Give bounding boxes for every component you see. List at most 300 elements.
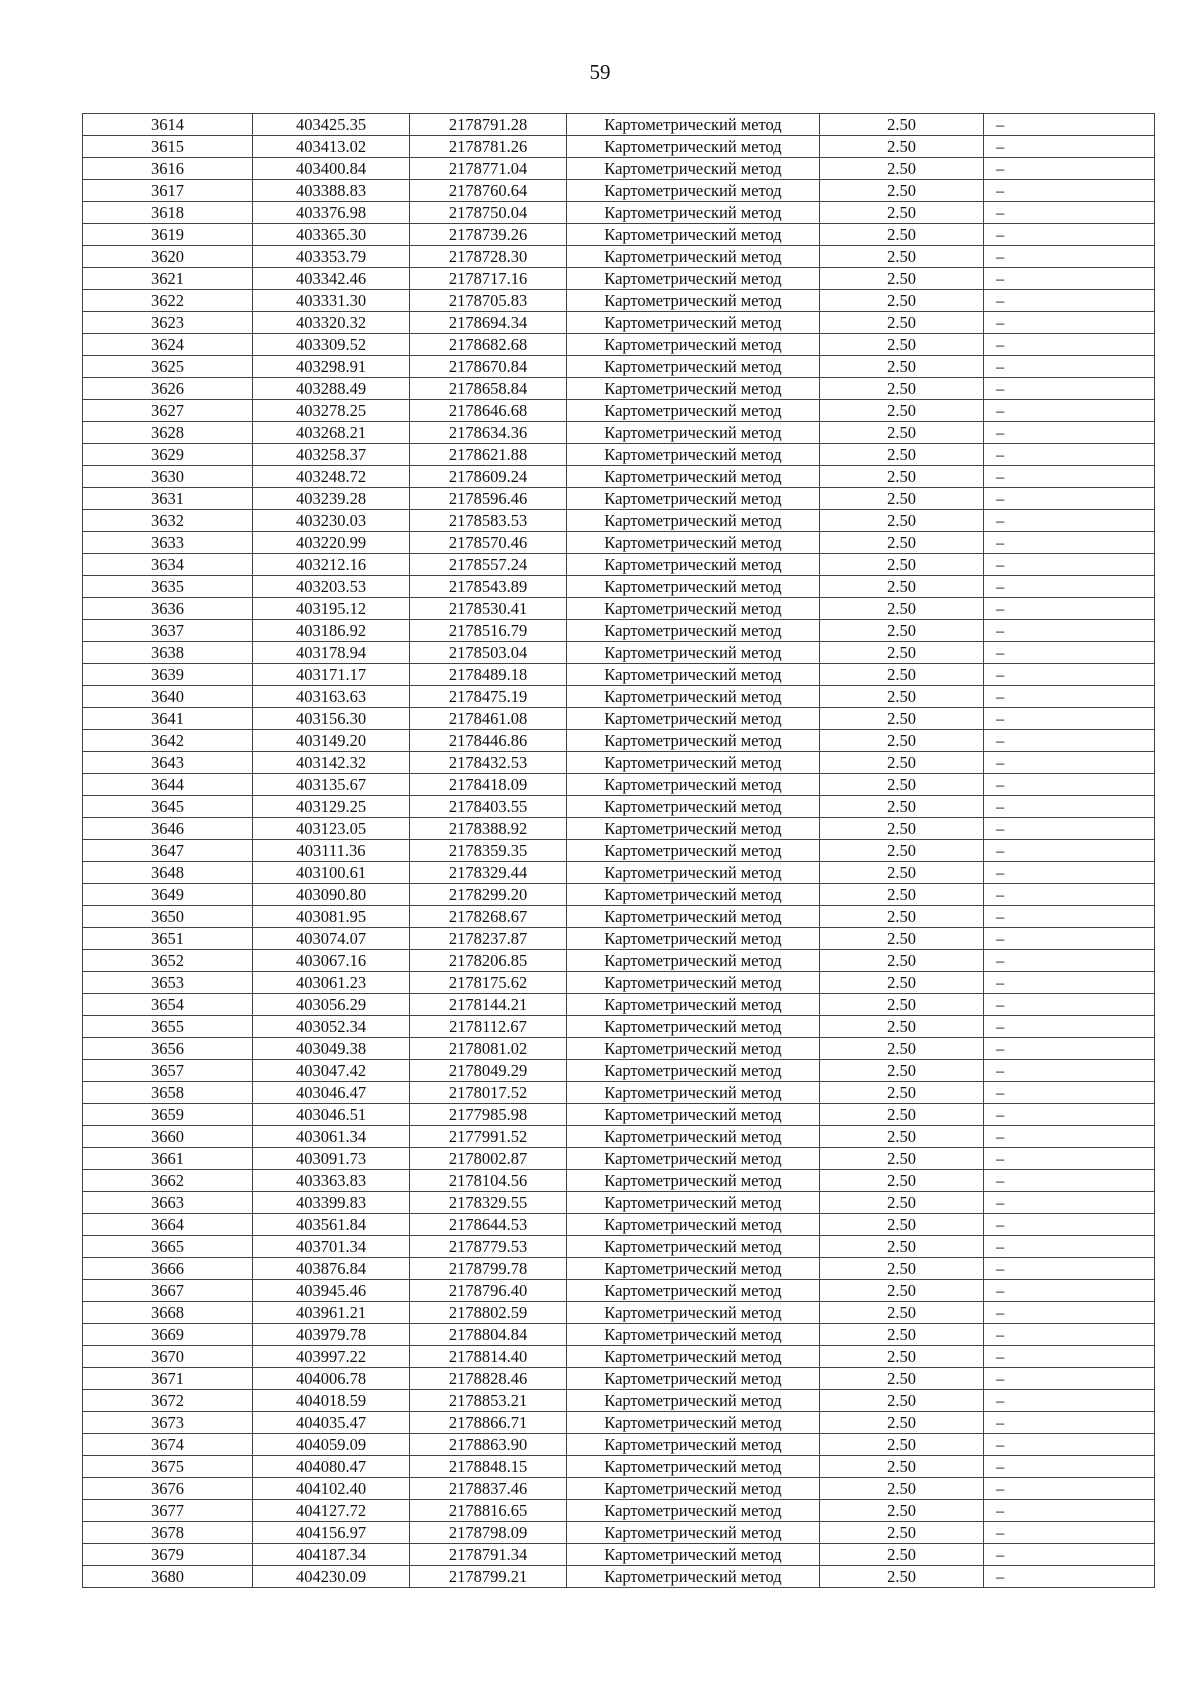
point-number-cell: 3619 — [83, 224, 253, 246]
table-row — [83, 1346, 1155, 1368]
x-coordinate-cell: 403278.25 — [253, 400, 410, 422]
y-coordinate-cell: 2178461.08 — [410, 708, 567, 730]
table-row — [83, 576, 1155, 598]
method-cell: Картометрический метод — [567, 554, 820, 576]
table-row — [83, 334, 1155, 356]
note-cell: – — [984, 510, 1155, 532]
table-row — [83, 1170, 1155, 1192]
point-number-cell: 3652 — [83, 950, 253, 972]
point-number-cell: 3670 — [83, 1346, 253, 1368]
table-row — [83, 466, 1155, 488]
method-cell: Картометрический метод — [567, 686, 820, 708]
note-cell: – — [984, 906, 1155, 928]
y-coordinate-cell: 2178388.92 — [410, 818, 567, 840]
table-row — [83, 510, 1155, 532]
error-cell: 2.50 — [820, 1434, 984, 1456]
point-number-cell: 3680 — [83, 1566, 253, 1588]
table-row — [83, 1104, 1155, 1126]
method-cell: Картометрический метод — [567, 158, 820, 180]
method-cell: Картометрический метод — [567, 1148, 820, 1170]
point-number-cell: 3622 — [83, 290, 253, 312]
error-cell: 2.50 — [820, 1192, 984, 1214]
point-number-cell: 3618 — [83, 202, 253, 224]
x-coordinate-cell: 403091.73 — [253, 1148, 410, 1170]
error-cell: 2.50 — [820, 1016, 984, 1038]
table-row — [83, 1324, 1155, 1346]
note-cell: – — [984, 774, 1155, 796]
note-cell: – — [984, 378, 1155, 400]
table-row — [83, 1236, 1155, 1258]
y-coordinate-cell: 2178489.18 — [410, 664, 567, 686]
y-coordinate-cell: 2178516.79 — [410, 620, 567, 642]
table-row — [83, 906, 1155, 928]
point-number-cell: 3648 — [83, 862, 253, 884]
method-cell: Картометрический метод — [567, 730, 820, 752]
table-row — [83, 840, 1155, 862]
x-coordinate-cell: 403353.79 — [253, 246, 410, 268]
y-coordinate-cell: 2178760.64 — [410, 180, 567, 202]
y-coordinate-cell: 2178771.04 — [410, 158, 567, 180]
note-cell: – — [984, 752, 1155, 774]
point-number-cell: 3615 — [83, 136, 253, 158]
table-row — [83, 1258, 1155, 1280]
point-number-cell: 3677 — [83, 1500, 253, 1522]
table-row — [83, 708, 1155, 730]
note-cell: – — [984, 576, 1155, 598]
table-row — [83, 114, 1155, 136]
note-cell: – — [984, 994, 1155, 1016]
table-row — [83, 1038, 1155, 1060]
point-number-cell: 3659 — [83, 1104, 253, 1126]
method-cell: Картометрический метод — [567, 114, 820, 136]
table-row — [83, 1566, 1155, 1588]
point-number-cell: 3665 — [83, 1236, 253, 1258]
table-row — [83, 180, 1155, 202]
method-cell: Картометрический метод — [567, 1412, 820, 1434]
note-cell: – — [984, 1368, 1155, 1390]
method-cell: Картометрический метод — [567, 620, 820, 642]
method-cell: Картометрический метод — [567, 752, 820, 774]
point-number-cell: 3664 — [83, 1214, 253, 1236]
x-coordinate-cell: 403945.46 — [253, 1280, 410, 1302]
point-number-cell: 3621 — [83, 268, 253, 290]
note-cell: – — [984, 1280, 1155, 1302]
table-row — [83, 1214, 1155, 1236]
y-coordinate-cell: 2178609.24 — [410, 466, 567, 488]
x-coordinate-cell: 404006.78 — [253, 1368, 410, 1390]
y-coordinate-cell: 2178329.55 — [410, 1192, 567, 1214]
x-coordinate-cell: 403090.80 — [253, 884, 410, 906]
note-cell: – — [984, 1148, 1155, 1170]
point-number-cell: 3644 — [83, 774, 253, 796]
method-cell: Картометрический метод — [567, 444, 820, 466]
point-number-cell: 3646 — [83, 818, 253, 840]
y-coordinate-cell: 2178557.24 — [410, 554, 567, 576]
x-coordinate-cell: 403399.83 — [253, 1192, 410, 1214]
coordinates-table — [82, 113, 1155, 1588]
point-number-cell: 3657 — [83, 1060, 253, 1082]
point-number-cell: 3630 — [83, 466, 253, 488]
method-cell: Картометрический метод — [567, 862, 820, 884]
error-cell: 2.50 — [820, 642, 984, 664]
point-number-cell: 3623 — [83, 312, 253, 334]
note-cell: – — [984, 928, 1155, 950]
error-cell: 2.50 — [820, 708, 984, 730]
method-cell: Картометрический метод — [567, 136, 820, 158]
note-cell: – — [984, 620, 1155, 642]
error-cell: 2.50 — [820, 906, 984, 928]
error-cell: 2.50 — [820, 796, 984, 818]
error-cell: 2.50 — [820, 290, 984, 312]
method-cell: Картометрический метод — [567, 1500, 820, 1522]
note-cell: – — [984, 884, 1155, 906]
point-number-cell: 3626 — [83, 378, 253, 400]
x-coordinate-cell: 403178.94 — [253, 642, 410, 664]
y-coordinate-cell: 2178359.35 — [410, 840, 567, 862]
note-cell: – — [984, 1236, 1155, 1258]
y-coordinate-cell: 2178739.26 — [410, 224, 567, 246]
error-cell: 2.50 — [820, 1544, 984, 1566]
method-cell: Картометрический метод — [567, 928, 820, 950]
y-coordinate-cell: 2178791.34 — [410, 1544, 567, 1566]
x-coordinate-cell: 403320.32 — [253, 312, 410, 334]
point-number-cell: 3662 — [83, 1170, 253, 1192]
table-row — [83, 884, 1155, 906]
table-row — [83, 1368, 1155, 1390]
note-cell: – — [984, 554, 1155, 576]
point-number-cell: 3627 — [83, 400, 253, 422]
x-coordinate-cell: 403056.29 — [253, 994, 410, 1016]
method-cell: Картометрический метод — [567, 642, 820, 664]
error-cell: 2.50 — [820, 1500, 984, 1522]
method-cell: Картометрический метод — [567, 906, 820, 928]
table-row — [83, 532, 1155, 554]
note-cell: – — [984, 1500, 1155, 1522]
point-number-cell: 3658 — [83, 1082, 253, 1104]
x-coordinate-cell: 403046.47 — [253, 1082, 410, 1104]
y-coordinate-cell: 2178798.09 — [410, 1522, 567, 1544]
note-cell: – — [984, 642, 1155, 664]
error-cell: 2.50 — [820, 466, 984, 488]
error-cell: 2.50 — [820, 972, 984, 994]
error-cell: 2.50 — [820, 1104, 984, 1126]
x-coordinate-cell: 404035.47 — [253, 1412, 410, 1434]
point-number-cell: 3655 — [83, 1016, 253, 1038]
x-coordinate-cell: 403258.37 — [253, 444, 410, 466]
y-coordinate-cell: 2178796.40 — [410, 1280, 567, 1302]
table-row — [83, 422, 1155, 444]
method-cell: Картометрический метод — [567, 1368, 820, 1390]
method-cell: Картометрический метод — [567, 1434, 820, 1456]
y-coordinate-cell: 2178329.44 — [410, 862, 567, 884]
y-coordinate-cell: 2178596.46 — [410, 488, 567, 510]
y-coordinate-cell: 2178206.85 — [410, 950, 567, 972]
y-coordinate-cell: 2178299.20 — [410, 884, 567, 906]
x-coordinate-cell: 403342.46 — [253, 268, 410, 290]
error-cell: 2.50 — [820, 312, 984, 334]
note-cell: – — [984, 1412, 1155, 1434]
method-cell: Картометрический метод — [567, 972, 820, 994]
error-cell: 2.50 — [820, 576, 984, 598]
method-cell: Картометрический метод — [567, 1016, 820, 1038]
x-coordinate-cell: 403961.21 — [253, 1302, 410, 1324]
y-coordinate-cell: 2178403.55 — [410, 796, 567, 818]
x-coordinate-cell: 403135.67 — [253, 774, 410, 796]
method-cell: Картометрический метод — [567, 1258, 820, 1280]
y-coordinate-cell: 2178268.67 — [410, 906, 567, 928]
x-coordinate-cell: 403365.30 — [253, 224, 410, 246]
table-row — [83, 1192, 1155, 1214]
table-row — [83, 1522, 1155, 1544]
error-cell: 2.50 — [820, 1280, 984, 1302]
table-row — [83, 1390, 1155, 1412]
note-cell: – — [984, 422, 1155, 444]
x-coordinate-cell: 404080.47 — [253, 1456, 410, 1478]
y-coordinate-cell: 2178781.26 — [410, 136, 567, 158]
x-coordinate-cell: 403376.98 — [253, 202, 410, 224]
y-coordinate-cell: 2178779.53 — [410, 1236, 567, 1258]
y-coordinate-cell: 2178658.84 — [410, 378, 567, 400]
y-coordinate-cell: 2178570.46 — [410, 532, 567, 554]
table-row — [83, 620, 1155, 642]
table-row — [83, 1126, 1155, 1148]
point-number-cell: 3660 — [83, 1126, 253, 1148]
error-cell: 2.50 — [820, 994, 984, 1016]
table-row — [83, 1302, 1155, 1324]
method-cell: Картометрический метод — [567, 1060, 820, 1082]
error-cell: 2.50 — [820, 664, 984, 686]
note-cell: – — [984, 1478, 1155, 1500]
x-coordinate-cell: 403067.16 — [253, 950, 410, 972]
point-number-cell: 3661 — [83, 1148, 253, 1170]
point-number-cell: 3614 — [83, 114, 253, 136]
y-coordinate-cell: 2178646.68 — [410, 400, 567, 422]
point-number-cell: 3675 — [83, 1456, 253, 1478]
method-cell: Картометрический метод — [567, 1192, 820, 1214]
error-cell: 2.50 — [820, 180, 984, 202]
point-number-cell: 3679 — [83, 1544, 253, 1566]
error-cell: 2.50 — [820, 1456, 984, 1478]
method-cell: Картометрический метод — [567, 576, 820, 598]
table-row — [83, 972, 1155, 994]
note-cell: – — [984, 1522, 1155, 1544]
error-cell: 2.50 — [820, 884, 984, 906]
y-coordinate-cell: 2178644.53 — [410, 1214, 567, 1236]
table-row — [83, 752, 1155, 774]
note-cell: – — [984, 488, 1155, 510]
error-cell: 2.50 — [820, 1566, 984, 1588]
table-row — [83, 1456, 1155, 1478]
table-row — [83, 246, 1155, 268]
method-cell: Картометрический метод — [567, 334, 820, 356]
x-coordinate-cell: 403156.30 — [253, 708, 410, 730]
table-row — [83, 136, 1155, 158]
table-row — [83, 224, 1155, 246]
x-coordinate-cell: 403047.42 — [253, 1060, 410, 1082]
y-coordinate-cell: 2178682.68 — [410, 334, 567, 356]
table-row — [83, 378, 1155, 400]
x-coordinate-cell: 403701.34 — [253, 1236, 410, 1258]
method-cell: Картометрический метод — [567, 290, 820, 312]
y-coordinate-cell: 2178799.78 — [410, 1258, 567, 1280]
method-cell: Картометрический метод — [567, 1214, 820, 1236]
y-coordinate-cell: 2178104.56 — [410, 1170, 567, 1192]
point-number-cell: 3617 — [83, 180, 253, 202]
error-cell: 2.50 — [820, 488, 984, 510]
error-cell: 2.50 — [820, 356, 984, 378]
x-coordinate-cell: 404018.59 — [253, 1390, 410, 1412]
point-number-cell: 3650 — [83, 906, 253, 928]
x-coordinate-cell: 403195.12 — [253, 598, 410, 620]
method-cell: Картометрический метод — [567, 884, 820, 906]
y-coordinate-cell: 2178799.21 — [410, 1566, 567, 1588]
y-coordinate-cell: 2178853.21 — [410, 1390, 567, 1412]
x-coordinate-cell: 403212.16 — [253, 554, 410, 576]
x-coordinate-cell: 403123.05 — [253, 818, 410, 840]
error-cell: 2.50 — [820, 1258, 984, 1280]
error-cell: 2.50 — [820, 774, 984, 796]
table-row — [83, 158, 1155, 180]
point-number-cell: 3629 — [83, 444, 253, 466]
note-cell: – — [984, 1016, 1155, 1038]
table-row — [83, 774, 1155, 796]
y-coordinate-cell: 2178432.53 — [410, 752, 567, 774]
point-number-cell: 3656 — [83, 1038, 253, 1060]
method-cell: Картометрический метод — [567, 1038, 820, 1060]
y-coordinate-cell: 2178791.28 — [410, 114, 567, 136]
error-cell: 2.50 — [820, 1126, 984, 1148]
method-cell: Картометрический метод — [567, 796, 820, 818]
x-coordinate-cell: 404059.09 — [253, 1434, 410, 1456]
error-cell: 2.50 — [820, 400, 984, 422]
y-coordinate-cell: 2178621.88 — [410, 444, 567, 466]
note-cell: – — [984, 1566, 1155, 1588]
point-number-cell: 3651 — [83, 928, 253, 950]
table-row — [83, 664, 1155, 686]
y-coordinate-cell: 2178863.90 — [410, 1434, 567, 1456]
error-cell: 2.50 — [820, 840, 984, 862]
note-cell: – — [984, 1544, 1155, 1566]
y-coordinate-cell: 2178017.52 — [410, 1082, 567, 1104]
error-cell: 2.50 — [820, 928, 984, 950]
method-cell: Картометрический метод — [567, 422, 820, 444]
point-number-cell: 3635 — [83, 576, 253, 598]
x-coordinate-cell: 403149.20 — [253, 730, 410, 752]
note-cell: – — [984, 312, 1155, 334]
x-coordinate-cell: 403388.83 — [253, 180, 410, 202]
point-number-cell: 3647 — [83, 840, 253, 862]
note-cell: – — [984, 1082, 1155, 1104]
table-row — [83, 312, 1155, 334]
point-number-cell: 3669 — [83, 1324, 253, 1346]
note-cell: – — [984, 1170, 1155, 1192]
x-coordinate-cell: 403425.35 — [253, 114, 410, 136]
method-cell: Картометрический метод — [567, 1170, 820, 1192]
method-cell: Картометрический метод — [567, 356, 820, 378]
table-row — [83, 1478, 1155, 1500]
note-cell: – — [984, 1258, 1155, 1280]
table-row — [83, 1412, 1155, 1434]
x-coordinate-cell: 403309.52 — [253, 334, 410, 356]
note-cell: – — [984, 686, 1155, 708]
method-cell: Картометрический метод — [567, 1522, 820, 1544]
note-cell: – — [984, 356, 1155, 378]
note-cell: – — [984, 202, 1155, 224]
error-cell: 2.50 — [820, 752, 984, 774]
note-cell: – — [984, 1104, 1155, 1126]
error-cell: 2.50 — [820, 422, 984, 444]
y-coordinate-cell: 2178705.83 — [410, 290, 567, 312]
method-cell: Картометрический метод — [567, 268, 820, 290]
note-cell: – — [984, 158, 1155, 180]
y-coordinate-cell: 2178848.15 — [410, 1456, 567, 1478]
error-cell: 2.50 — [820, 114, 984, 136]
method-cell: Картометрический метод — [567, 1566, 820, 1588]
method-cell: Картометрический метод — [567, 466, 820, 488]
note-cell: – — [984, 1126, 1155, 1148]
x-coordinate-cell: 403186.92 — [253, 620, 410, 642]
y-coordinate-cell: 2178112.67 — [410, 1016, 567, 1038]
y-coordinate-cell: 2178237.87 — [410, 928, 567, 950]
y-coordinate-cell: 2178694.34 — [410, 312, 567, 334]
error-cell: 2.50 — [820, 532, 984, 554]
note-cell: – — [984, 862, 1155, 884]
method-cell: Картометрический метод — [567, 312, 820, 334]
error-cell: 2.50 — [820, 686, 984, 708]
note-cell: – — [984, 1390, 1155, 1412]
point-number-cell: 3653 — [83, 972, 253, 994]
error-cell: 2.50 — [820, 1390, 984, 1412]
table-row — [83, 400, 1155, 422]
table-row — [83, 730, 1155, 752]
note-cell: – — [984, 400, 1155, 422]
table-row — [83, 488, 1155, 510]
x-coordinate-cell: 403061.23 — [253, 972, 410, 994]
note-cell: – — [984, 1302, 1155, 1324]
method-cell: Картометрический метод — [567, 1280, 820, 1302]
point-number-cell: 3637 — [83, 620, 253, 642]
table-row — [83, 1148, 1155, 1170]
note-cell: – — [984, 664, 1155, 686]
y-coordinate-cell: 2178814.40 — [410, 1346, 567, 1368]
note-cell: – — [984, 268, 1155, 290]
method-cell: Картометрический метод — [567, 378, 820, 400]
error-cell: 2.50 — [820, 1412, 984, 1434]
error-cell: 2.50 — [820, 334, 984, 356]
error-cell: 2.50 — [820, 1236, 984, 1258]
x-coordinate-cell: 403248.72 — [253, 466, 410, 488]
point-number-cell: 3642 — [83, 730, 253, 752]
point-number-cell: 3631 — [83, 488, 253, 510]
x-coordinate-cell: 403288.49 — [253, 378, 410, 400]
table-row — [83, 268, 1155, 290]
method-cell: Картометрический метод — [567, 1236, 820, 1258]
y-coordinate-cell: 2178530.41 — [410, 598, 567, 620]
note-cell: – — [984, 796, 1155, 818]
point-number-cell: 3624 — [83, 334, 253, 356]
x-coordinate-cell: 403074.07 — [253, 928, 410, 950]
error-cell: 2.50 — [820, 730, 984, 752]
method-cell: Картометрический метод — [567, 510, 820, 532]
point-number-cell: 3641 — [83, 708, 253, 730]
method-cell: Картометрический метод — [567, 1390, 820, 1412]
point-number-cell: 3649 — [83, 884, 253, 906]
method-cell: Картометрический метод — [567, 532, 820, 554]
y-coordinate-cell: 2178728.30 — [410, 246, 567, 268]
error-cell: 2.50 — [820, 202, 984, 224]
note-cell: – — [984, 246, 1155, 268]
method-cell: Картометрический метод — [567, 1324, 820, 1346]
